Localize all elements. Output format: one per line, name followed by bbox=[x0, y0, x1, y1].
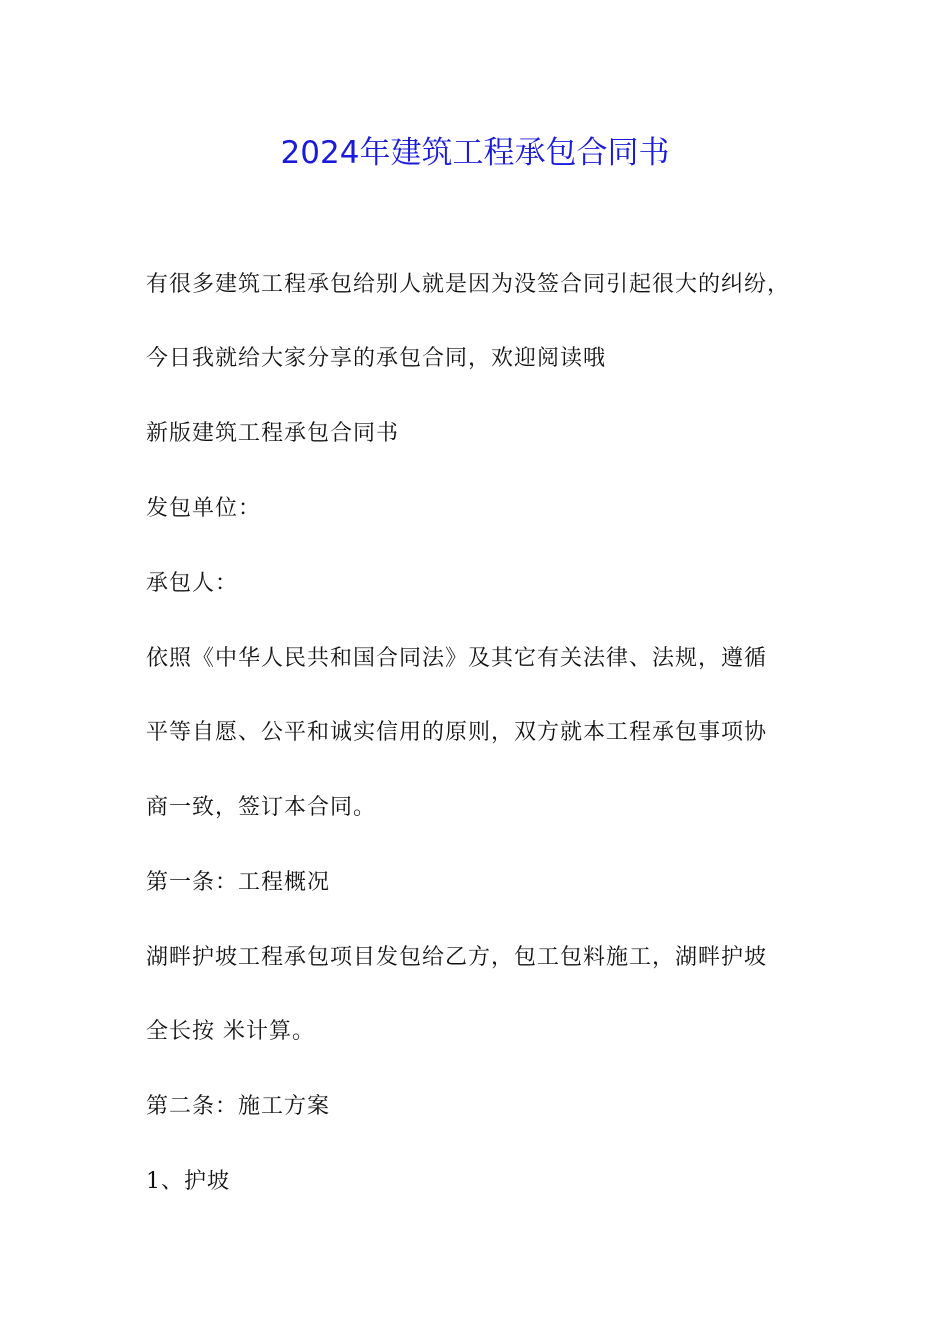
article-1-line-1: 湖畔护坡工程承包项目发包给乙方，包工包料施工，湖畔护坡 bbox=[146, 945, 768, 970]
contractor-label: 承包人： bbox=[146, 571, 239, 596]
paragraph-intro-line-2: 今日我就给大家分享的承包合同，欢迎阅读哦 bbox=[146, 346, 607, 371]
article-1-heading: 第一条：工程概况 bbox=[146, 870, 331, 895]
article-1-line-2: 全长按 米计算。 bbox=[146, 1019, 315, 1044]
issuer-label: 发包单位： bbox=[146, 496, 262, 521]
preamble-line-2: 平等自愿、公平和诚实信用的原则，双方就本工程承包事项协 bbox=[146, 720, 768, 745]
article-2-heading: 第二条：施工方案 bbox=[146, 1094, 331, 1119]
preamble-line-1: 依照《中华人民共和国合同法》及其它有关法律、法规，遵循 bbox=[146, 646, 768, 671]
document-title: 2024年建筑工程承包合同书 bbox=[280, 135, 670, 171]
contract-subtitle: 新版建筑工程承包合同书 bbox=[146, 421, 400, 446]
preamble-line-3: 商一致，签订本合同。 bbox=[146, 795, 377, 820]
article-2-item-1: 1、护坡 bbox=[146, 1169, 230, 1194]
paragraph-intro-line-1: 有很多建筑工程承包给别人就是因为没签合同引起很大的纠纷， bbox=[146, 272, 791, 297]
